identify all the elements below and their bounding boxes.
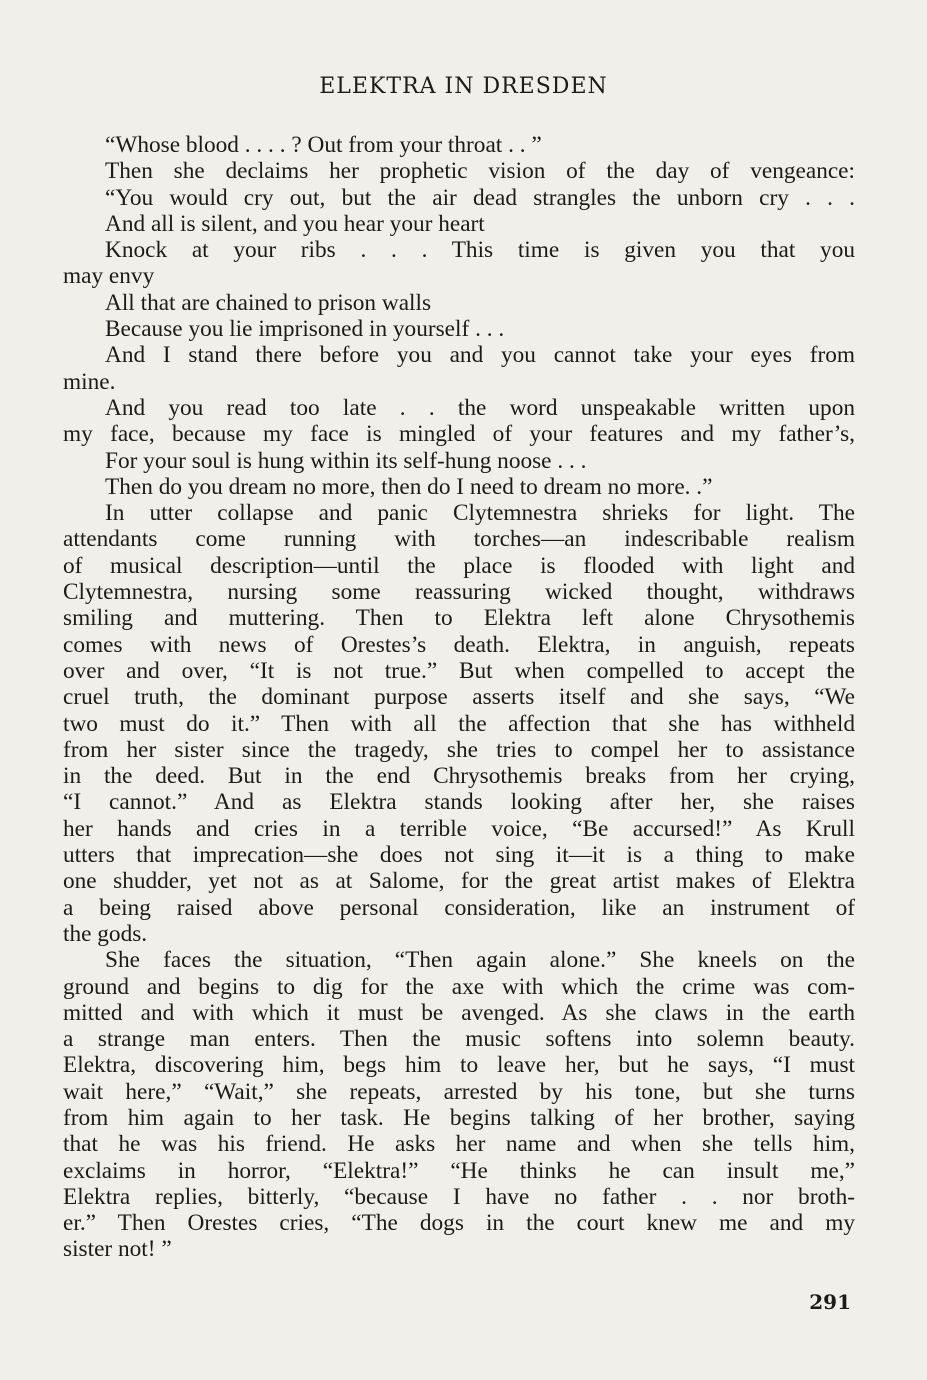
- text-line: the gods.: [63, 920, 148, 947]
- text-line: comes with news of Orestes’s death. Elektra, in anguish, repeats: [63, 631, 855, 658]
- text-line: her hands and cries in a terrible voice, “Be accursed!” As Krull: [63, 815, 855, 842]
- text-line: Clytemnestra, nursing some reassuring wicked thought, withdraws: [63, 579, 855, 606]
- text-line: Because you lie imprisoned in yourself . . .: [105, 316, 505, 343]
- text-line: attendants come running with torches—an indescribable realism: [63, 526, 855, 553]
- text-line: Elektra, discovering him, begs him to leave her, but he says, “I must: [63, 1052, 855, 1079]
- page-number: 291: [809, 1290, 851, 1314]
- body-text: [63, 132, 855, 1263]
- text-line: She faces the situation, “Then again alone.” She kneels on the: [105, 947, 855, 974]
- text-line: exclaims in horror, “Elektra!” “He thinks he can insult me,”: [63, 1157, 855, 1184]
- text-line: And you read too late . . the word unspeakable written upon: [105, 394, 855, 421]
- text-line: sister not! ”: [63, 1236, 172, 1263]
- text-line: mine.: [63, 368, 116, 395]
- text-line: er.” Then Orestes cries, “The dogs in the court knew me and my: [63, 1210, 855, 1237]
- text-line: from him again to her task. He begins talking of her brother, saying: [63, 1104, 855, 1131]
- text-line: may envy: [63, 263, 155, 290]
- text-line: “Whose blood . . . . ? Out from your throat . . ”: [105, 132, 542, 158]
- text-line: Elektra replies, bitterly, “because I have no father . . nor broth-: [63, 1183, 855, 1210]
- text-line: “I cannot.” And as Elektra stands looking after her, she raises: [63, 789, 855, 816]
- text-line: Then she declaims her prophetic vision of the day of vengeance:: [105, 158, 855, 185]
- text-line: smiling and muttering. Then to Elektra left alone Chrysothemis: [63, 605, 855, 632]
- text-line: my face, because my face is mingled of your features and my father’s,: [63, 421, 855, 448]
- text-line: “You would cry out, but the air dead strangles the unborn cry . . .: [105, 184, 855, 211]
- text-line: cruel truth, the dominant purpose asserts itself and she says, “We: [63, 684, 855, 711]
- text-line: And I stand there before you and you cannot take your eyes from: [105, 342, 855, 369]
- text-line: that he was his friend. He asks her name and when she tells him,: [63, 1131, 855, 1158]
- text-line: two must do it.” Then with all the affection that she has withheld: [63, 710, 855, 737]
- text-line: in the deed. But in the end Chrysothemis breaks from her crying,: [63, 763, 855, 790]
- text-line: utters that imprecation—she does not sing it—it is a thing to make: [63, 842, 855, 869]
- text-line: For your soul is hung within its self-hung noose . . .: [105, 447, 587, 474]
- text-line: ground and begins to dig for the axe with which the crime was com-: [63, 973, 855, 1000]
- text-line: mitted and with which it must be avenged. As she claws in the earth: [63, 999, 855, 1026]
- text-line: All that are chained to prison walls: [105, 289, 432, 316]
- text-line: over and over, “It is not true.” But when compelled to accept the: [63, 657, 855, 684]
- text-line: Knock at your ribs . . . This time is given you that you: [105, 237, 855, 264]
- text-line: wait here,” “Wait,” she repeats, arrested by his tone, but she turns: [63, 1078, 855, 1105]
- text-line: from her sister since the tragedy, she tries to compel her to assistance: [63, 736, 855, 763]
- text-line: Then do you dream no more, then do I need to dream no more. .”: [105, 473, 713, 500]
- running-head: ELEKTRA IN DRESDEN: [319, 74, 608, 99]
- text-line: a strange man enters. Then the music softens into solemn beauty.: [63, 1026, 855, 1053]
- text-line: In utter collapse and panic Clytemnestra shrieks for light. The: [105, 500, 855, 527]
- text-line: And all is silent, and you hear your heart: [105, 210, 485, 237]
- text-line: one shudder, yet not as at Salome, for the great artist makes of Elektra: [63, 868, 855, 895]
- text-line: a being raised above personal consideration, like an instrument of: [63, 894, 855, 921]
- text-line: of musical description—until the place is flooded with light and: [63, 552, 855, 579]
